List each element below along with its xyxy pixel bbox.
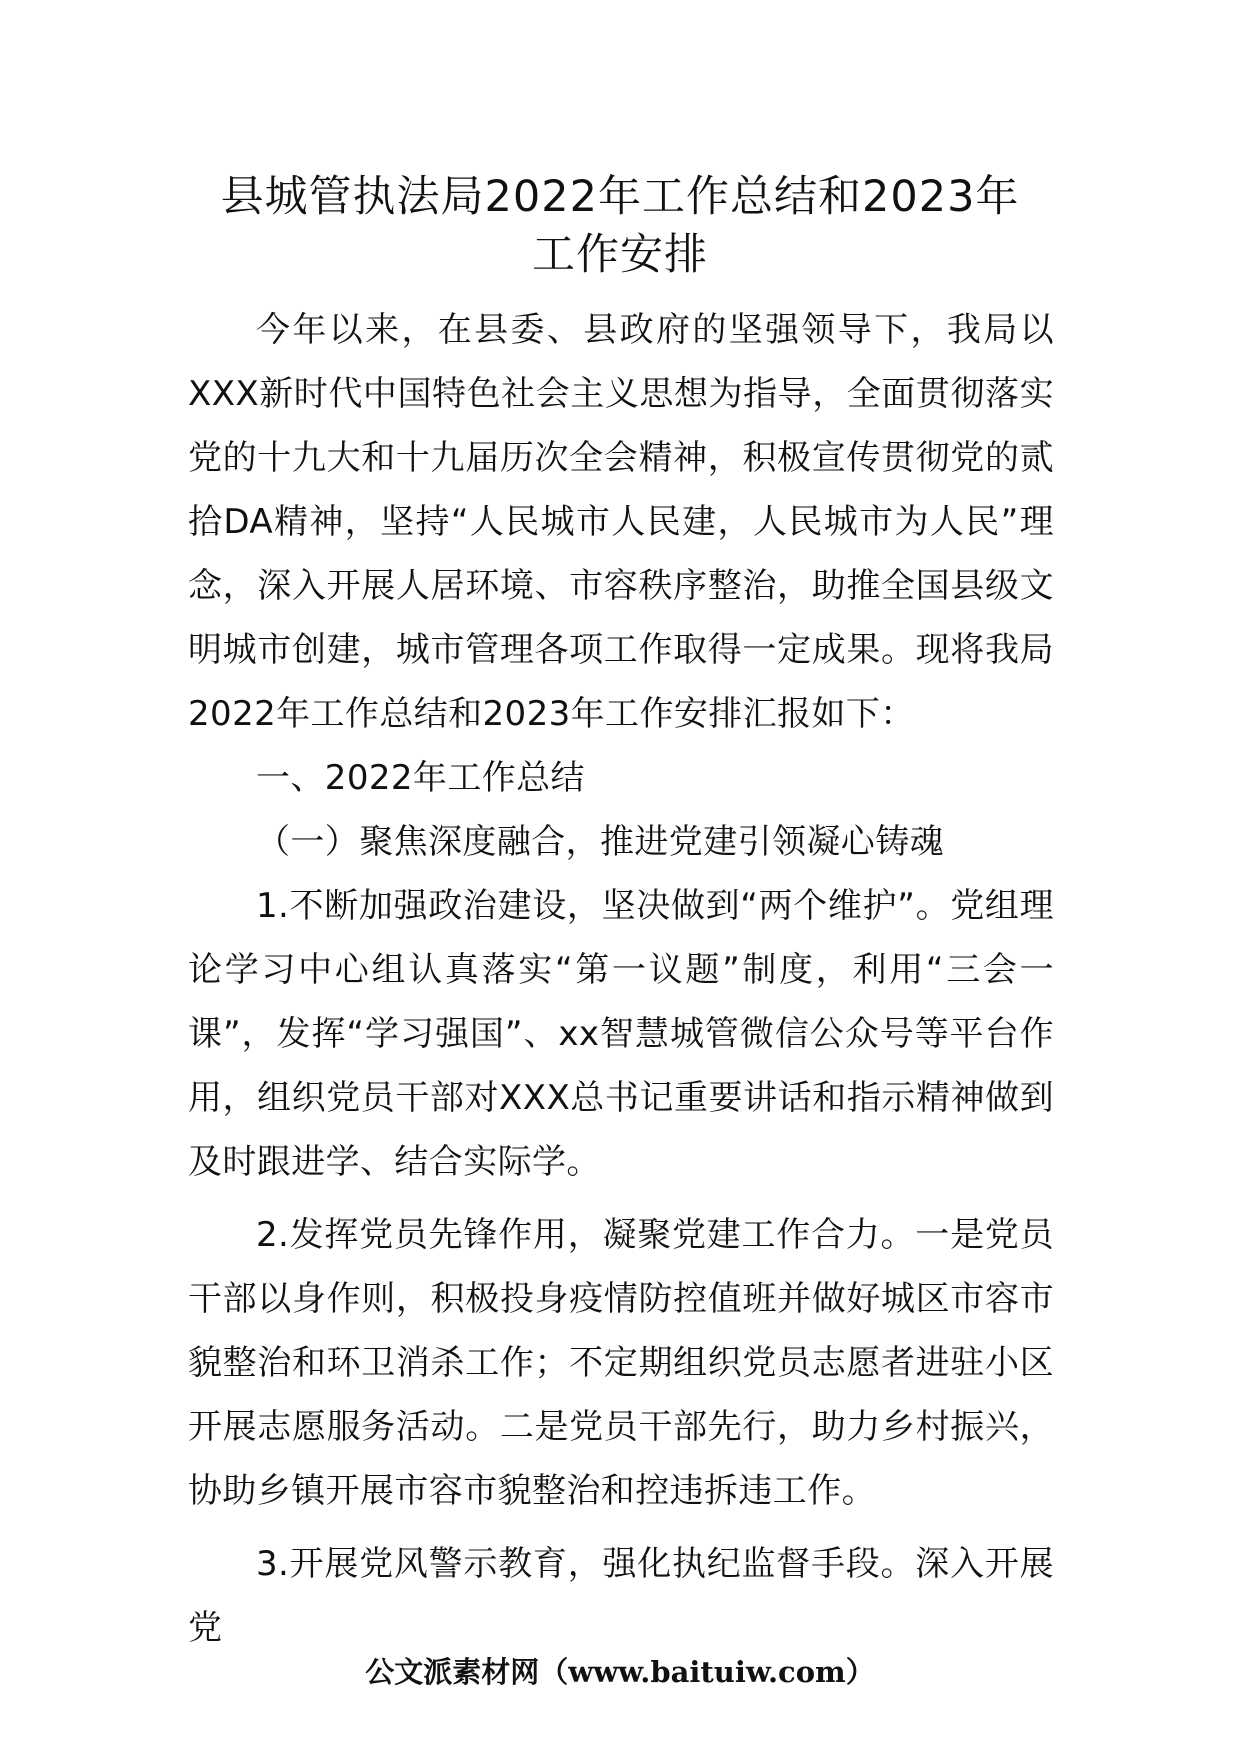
item-3-paragraph: 3.开展党风警示教育，强化执纪监督手段。深入开展党: [188, 1544, 1054, 1648]
footer-watermark: 公文派素材网（www.baituiw.com）: [365, 1655, 875, 1689]
intro-paragraph: 今年以来，在县委、县政府的坚强领导下，我局以XXX新时代中国特色社会主义思想为指导，全面贯彻落实党的十九大和十九届历次全会精神，积极宣传贯彻党的贰拾DA精神，坚持“人民城市人民建，人民城市为人民”理念，深入开展人居环境、市容秩序整治，助推全国县级文明城市创建，城市管理各项工作取得一定成果。现将我局2022年工作总结和2023年工作安排汇报如下：: [188, 310, 1054, 734]
subsection-heading-1: （一）聚焦深度融合，推进党建引领凝心铸魂: [256, 822, 944, 862]
item-1-paragraph: 1.不断加强政治建设，坚决做到“两个维护”。党组理论学习中心组认真落实“第一议题”制度，利用“三会一课”，发挥“学习强国”、xx智慧城管微信公众号等平台作用，组织党员干部对XXX总书记重要讲话和指示精神做到及时跟进学、结合实际学。: [188, 886, 1054, 1182]
document-body: [188, 298, 1054, 1660]
section-heading-1: 一、2022年工作总结: [256, 758, 585, 798]
document-title: [150, 168, 1090, 284]
title-line-1: 县城管执法局2022年工作总结和2023年: [220, 172, 1020, 222]
item-2-paragraph: 2.发挥党员先锋作用，凝聚党建工作合力。一是党员干部以身作则，积极投身疫情防控值班并做好城区市容市貌整治和环卫消杀工作；不定期组织党员志愿者进驻小区开展志愿服务活动。二是党员干部先行，助力乡村振兴，协助乡镇开展市容市貌整治和控违拆违工作。: [188, 1215, 1054, 1511]
title-line-2: 工作安排: [532, 230, 708, 280]
